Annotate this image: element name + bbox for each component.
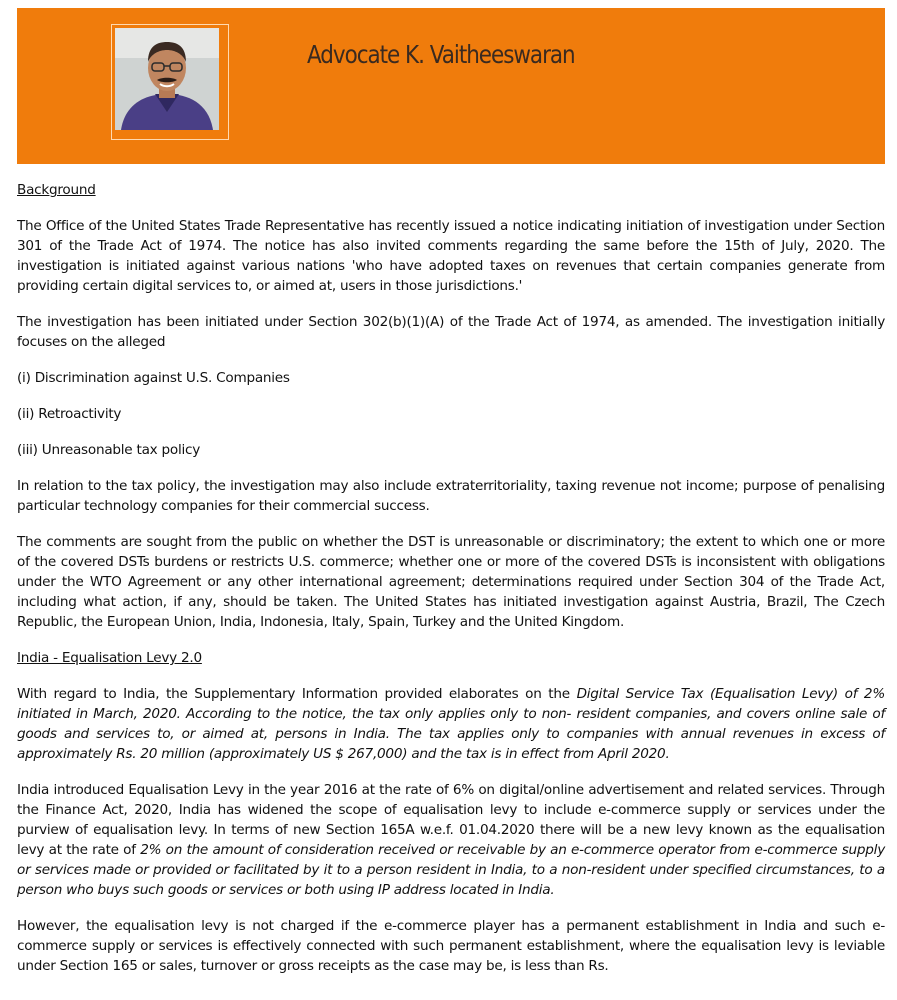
section-heading-background: Background [17,182,96,198]
section-heading-india: India - Equalisation Levy 2.0 [17,650,202,666]
paragraph: The investigation has been initiated under Section 302(b)(1)(A) of the Trade Act of 1974, as amended. The investigation initially focuses on the alleged [17,314,885,350]
paragraph: In relation to the tax policy, the investigation may also include extraterritoriality, taxing revenue not income; purpose of penalising particular technology companies for their commercial success. [17,478,885,514]
author-portrait-icon [115,28,219,130]
paragraph: However, the equalisation levy is not charged if the e-commerce player has a permanent establishment in India and such e-commerce supply or services is effectively connected with such permanent establishment, where the equalisation levy is leviable under Section 165 or sales, turnover or gross receipts as the case may be, is less than Rs. [17,918,885,974]
portrait-svg [115,28,219,130]
list-item: (i) Discrimination against U.S. Companies [17,370,290,386]
list-item: (ii) Retroactivity [17,406,122,422]
author-photo-frame [111,24,229,140]
paragraph: The Office of the United States Trade Representative has recently issued a notice indicating initiation of investigation under Section 301 of the Trade Act of 1974. The notice has also invited comments regarding the same before the 15th of July, 2020. The investigation is initiated against various nations 'who have adopted taxes on revenues that certain companies generate from providing certain digital services to, or aimed at, users in those jurisdictions.' [17,218,885,294]
author-name: Advocate K. Vaitheeswaran [307,40,575,69]
list-item: (iii) Unreasonable tax policy [17,442,201,458]
paragraph-text: India introduced Equalisation Levy in the year 2016 at the rate of 6% on digital/online advertisement and related services. Through the Finance Act, 2020, India has widened the scope of equalisation levy to include e-commerce supply or services under the purview of equalisation levy. In terms of new Section 165A w.e.f. 01.04.2020 there will be a new levy known as the equalisation levy at the rate of [17,782,885,858]
paragraph: The comments are sought from the public on whether the DST is unreasonable or discriminatory; the extent to which one or more of the covered DSTs burdens or restricts U.S. commerce; whether one or more of the covered DSTs is inconsistent with obligations under the WTO Agreement or any other international agreement; determinations required under Section 304 of the Trade Act, including what action, if any, should be taken. The United States has initiated investigation against Austria, Brazil, The Czech Republic, the European Union, India, Indonesia, Italy, Spain, Turkey and the United Kingdom. [17,534,885,630]
article-body [17,180,885,992]
paragraph-italic-text: Digital Service Tax (Equalisation Levy) of 2% initiated in March, 2020. According to the notice, the tax only applies only to non- resident companies, and covers online sale of goods and services to, or aimed at, persons in India. The tax applies only to companies with annual revenues in excess of approximately Rs. 20 million (approximately US $ 267,000) and the tax is in effect from April 2020. [17,686,885,762]
paragraph-text: With regard to India, the Supplementary Information provided elaborates on the [17,686,577,702]
paragraph [17,780,885,900]
paragraph [17,684,885,764]
header-banner [17,8,885,164]
paragraph-italic-text: 2% on the amount of consideration received or receivable by an e-commerce operator from e-commerce supply or services made or provided or facilitated by it to a person resident in India, to a non-resident under specified circumstances, to a person who buys such goods or services or both using IP address located in India. [17,842,885,898]
